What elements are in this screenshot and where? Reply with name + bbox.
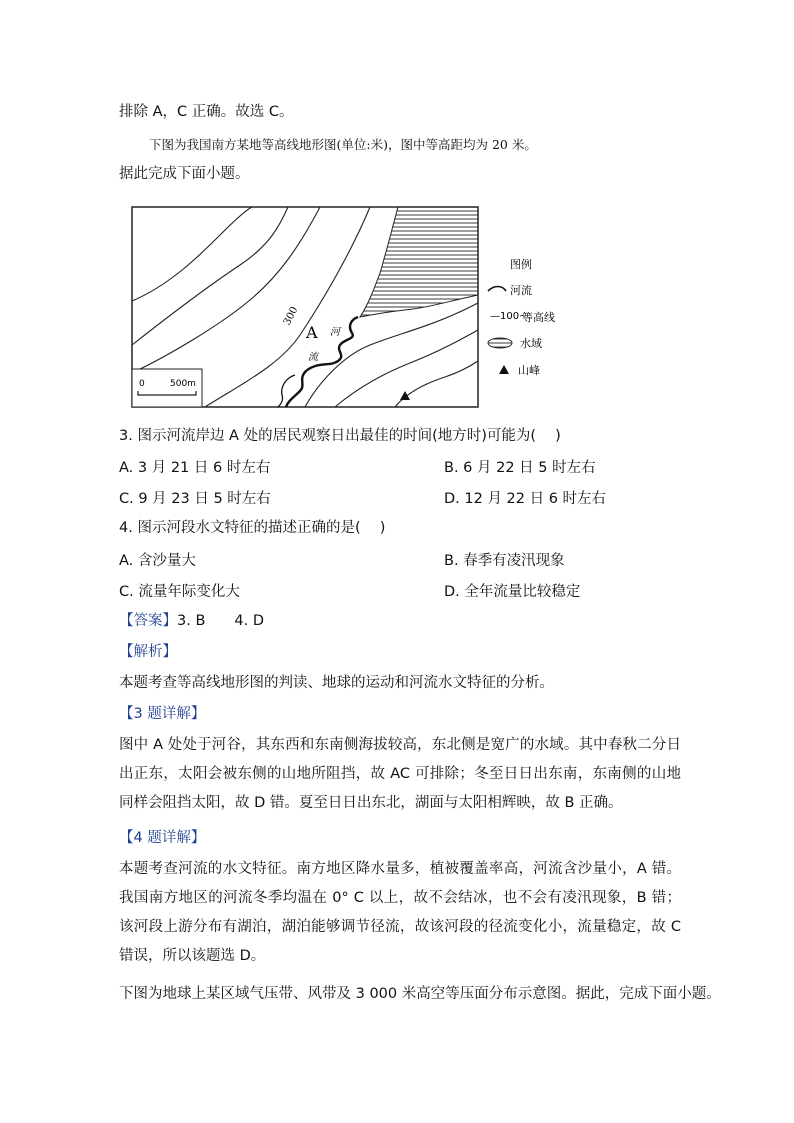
legend-contour-sample: —100~ — [490, 311, 528, 322]
legend-water: 水域 — [520, 337, 542, 350]
q3-stem: 3. 图示河流岸边 A 处的居民观察日出最佳的时间(地方时)可能为( ) — [119, 428, 561, 444]
detail3-text: 图中 A 处处于河谷，其东西和东南侧海拔较高，东北侧是宽广的水域。其中春秋二分日出正东，太阳会被东侧的山地所阻挡，故 AC 可排除；冬至日日出东南，东南侧的山地同样会阻挡太阳，故 D 错。夏至日日出东北，湖面与太阳相辉映，故 B 正确。 — [119, 737, 681, 811]
q3-option-a: A. 3 月 21 日 6 时左右 — [119, 460, 271, 476]
q4-option-a: A. 含沙量大 — [119, 553, 196, 569]
contour-map — [130, 205, 570, 411]
final-line: 下图为地球上某区域气压带、风带及 3 000 米高空等压面分布示意图。据此，完成下面小题。 — [119, 986, 721, 1002]
scale-end: 500m — [170, 379, 196, 389]
legend-peak: 山峰 — [518, 364, 540, 377]
q4-option-c: C. 流量年际变化大 — [119, 584, 240, 600]
q3-option-d: D. 12 月 22 日 6 时左右 — [444, 491, 607, 507]
legend-water-icon — [488, 338, 512, 348]
river-label: 流 — [308, 352, 318, 363]
point-a-label: A — [306, 323, 318, 342]
q4-stem: 4. 图示河段水文特征的描述正确的是( ) — [119, 520, 386, 536]
intro-line: 排除 A，C 正确。故选 C。 — [119, 104, 294, 120]
legend-river: 河流 — [510, 284, 532, 297]
detail4-text: 本题考查河流的水文特征。南方地区降水量多，植被覆盖率高，河流含沙量小，A 错。我国南方地区的河流冬季均温在 0° C 以上，故不会结冰，也不会有凌汛现象，B 错；该河段上游分布有湖泊，湖泊能够调节径流，故该河段的径流变化小，流量稳定，故 C 错误，所以该题选 D。 — [119, 861, 681, 964]
q4-option-b: B. 春季有凌汛现象 — [444, 553, 565, 569]
q3-option-b: B. 6 月 22 日 5 时左右 — [444, 460, 596, 476]
legend-river-icon — [488, 287, 506, 292]
q3-option-c: C. 9 月 23 日 5 时左右 — [119, 491, 271, 507]
answer-tag: 【答案】 — [119, 613, 177, 629]
legend-peak-icon — [499, 365, 509, 374]
analysis-tag: 【解析】 — [119, 644, 177, 660]
prompt-line: 据此完成下面小题。 — [119, 166, 250, 182]
q4-option-d: D. 全年流量比较稳定 — [444, 584, 581, 600]
detail3-tag: 【3 题详解】 — [119, 706, 206, 722]
legend-title: 图例 — [510, 258, 532, 271]
answer-line — [119, 611, 264, 631]
answer-text: 3. B 4. D — [177, 613, 264, 629]
scale-start: 0 — [139, 379, 145, 389]
river-label: 河 — [330, 327, 340, 338]
analysis-text: 本题考查等高线地形图的判读、地球的运动和河流水文特征的分析。 — [119, 675, 554, 691]
detail4-tag: 【4 题详解】 — [119, 830, 206, 846]
contour-label: 300 — [281, 305, 301, 328]
legend-contour: 等高线 — [522, 311, 555, 324]
figure-caption: 下图为我国南方某地等高线地形图(单位:米)，图中等高距均为 20 米。 — [149, 137, 537, 152]
